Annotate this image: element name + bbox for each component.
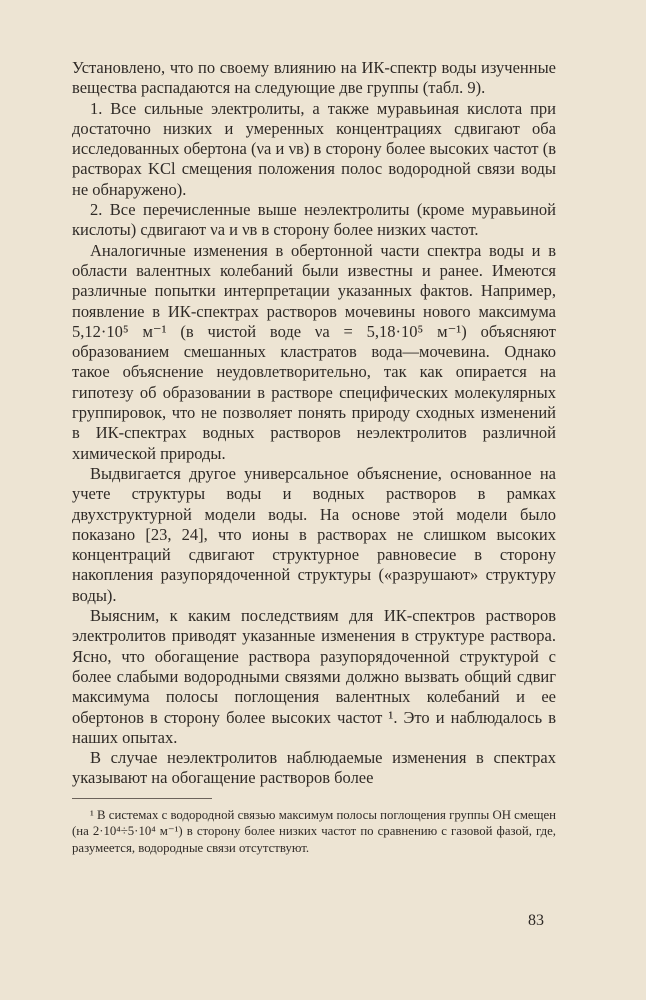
paragraph-group-1: 1. Все сильные электролиты, а также муравьиная кислота при достаточно низких и умеренных концентрациях сдвигают оба исследованных обертона (νа и νв) в сторону более высоких частот (в растворах KCl смещения положения полос водородной связи воды не обнаружено). [72, 98, 556, 199]
paragraph-group-2: 2. Все перечисленные выше неэлектролиты (кроме муравьиной кислоты) сдвигают νа и νв в сторону более низких частот. [72, 200, 556, 240]
page-number: 83 [528, 912, 544, 929]
paragraph-universal-explanation: Выдвигается другое универсальное объяснение, основанное на учете структуры воды и водных растворов в рамках двухструктурной модели воды. На основе этой модели было показано [23, 24], что ионы в растворах не слишком высоких концентраций сдвигают структурное равновесие в сторону накопления разупорядоченной структуры («разрушают» структуру воды). [72, 463, 556, 605]
page-body [72, 58, 556, 856]
paragraph-analogous-changes: Аналогичные изменения в обертонной части спектра воды и в области валентных колебаний были известны и ранее. Имеются различные попытки интерпретации указанных фактов. Например, появление в ИК-спектрах растворов мочевины нового максимума 5,12·10⁵ м⁻¹ (в чистой воде νа = 5,18·10⁵ м⁻¹) объясняют образованием смешанных кластратов вода—мочевина. Однако такое объяснение неудовлетворительно, так как опирается на гипотезу об образовании в растворе специфических молекулярных группировок, что не позволяет понять природу сходных изменений в ИК-спектрах водных растворов неэлектролитов различной химической природы. [72, 240, 556, 463]
paragraph-intro: Установлено, что по своему влиянию на ИК-спектр воды изученные вещества распадаются на следующие две группы (табл. 9). [72, 58, 556, 98]
footnote-divider [72, 798, 212, 799]
paragraph-nonelectrolytes: В случае неэлектролитов наблюдаемые изменения в спектрах указывают на обогащение растворов более [72, 748, 556, 788]
footnote: ¹ В системах с водородной связью максимум полосы поглощения группы OH смещен (на 2·10⁴÷5·10⁴ м⁻¹) в сторону более низких частот по сравнению с газовой фазой, где, разумеется, водородные связи отсутствуют. [72, 807, 556, 855]
paragraph-consequences: Выясним, к каким последствиям для ИК-спектров растворов электролитов приводят указанные изменения в структуре раствора. Ясно, что обогащение раствора разупорядоченной структурой с более слабыми водородными связями должно вызвать общий сдвиг максимума полосы поглощения валентных колебаний и ее обертонов в сторону более высоких частот ¹. Это и наблюдалось в наших опытах. [72, 606, 556, 747]
